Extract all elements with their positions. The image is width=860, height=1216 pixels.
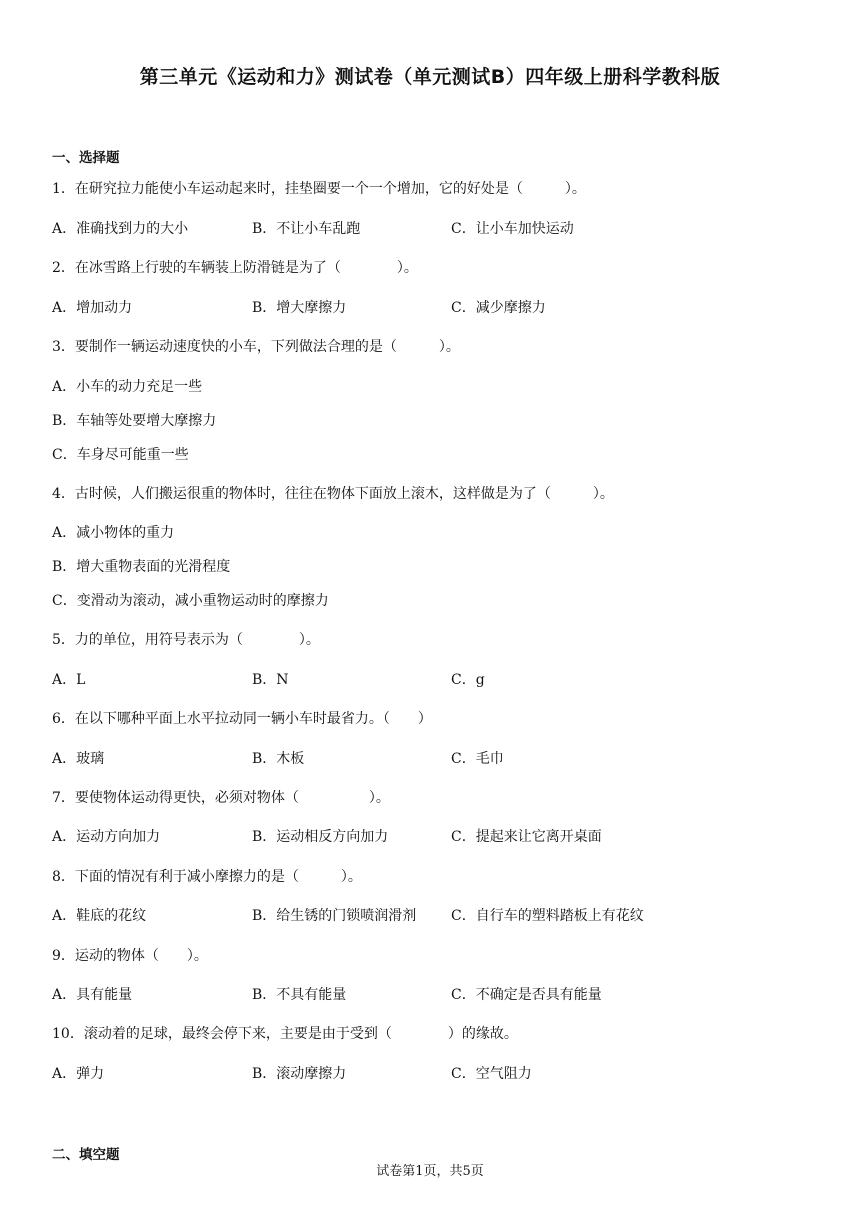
page-footer: 试卷第1页，共5页 — [376, 1164, 484, 1179]
question-10-option-a: A．弹力 — [52, 1066, 105, 1082]
page-title: 第三单元《运动和力》测试卷（单元测试B）四年级上册科学教科版 — [139, 66, 721, 88]
question-6-option-b: B．木板 — [252, 751, 305, 767]
question-8-option-c: C．自行车的塑料踏板上有花纹 — [451, 908, 644, 924]
question-9-option-c: C．不确定是否具有能量 — [451, 987, 602, 1003]
question-10-option-c: C．空气阻力 — [451, 1066, 532, 1082]
question-3-option-a: A．小车的动力充足一些 — [52, 379, 203, 395]
question-5-stem: 5．力的单位，用符号表示为（ ）。 — [52, 632, 320, 648]
section-heading-fill: 二、填空题 — [52, 1147, 120, 1163]
question-4-option-c: C．变滑动为滚动，减小重物运动时的摩擦力 — [52, 593, 329, 609]
question-10-option-b: B．滚动摩擦力 — [252, 1066, 347, 1082]
question-8-stem: 8．下面的情况有利于减小摩擦力的是（ ）。 — [52, 869, 362, 885]
question-9-stem: 9．运动的物体（ ）。 — [52, 948, 208, 964]
question-2-stem: 2．在冰雪路上行驶的车辆装上防滑链是为了（ ）。 — [52, 260, 418, 276]
question-2-option-a: A．增加动力 — [52, 300, 133, 316]
question-9-option-b: B．不具有能量 — [252, 987, 347, 1003]
question-4-option-b: B．增大重物表面的光滑程度 — [52, 559, 231, 575]
question-7-option-a: A．运动方向加力 — [52, 829, 161, 845]
question-1-stem: 1．在研究拉力能使小车运动起来时，挂垫圈要一个一个增加，它的好处是（ ）。 — [52, 181, 586, 197]
question-6-option-c: C．毛巾 — [451, 751, 504, 767]
question-3-option-b: B．车轴等处要增大摩擦力 — [52, 413, 217, 429]
question-7-option-b: B．运动相反方向加力 — [252, 829, 389, 845]
question-10-stem: 10．滚动着的足球，最终会停下来，主要是由于受到（ ）的缘故。 — [52, 1026, 518, 1042]
question-6-option-a: A．玻璃 — [52, 751, 105, 767]
question-3-stem: 3．要制作一辆运动速度快的小车，下列做法合理的是（ ）。 — [52, 339, 460, 355]
question-6-stem: 6．在以下哪种平面上水平拉动同一辆小车时最省力。（ ） — [52, 711, 432, 727]
question-4-stem: 4．古时候，人们搬运很重的物体时，往往在物体下面放上滚木，这样做是为了（ ）。 — [52, 486, 614, 502]
question-1-option-b: B．不让小车乱跑 — [252, 221, 361, 237]
question-2-option-c: C．减少摩擦力 — [451, 300, 546, 316]
question-5-option-a: A．L — [52, 672, 86, 688]
question-8-option-a: A．鞋底的花纹 — [52, 908, 147, 924]
question-2-option-b: B．增大摩擦力 — [252, 300, 347, 316]
question-9-option-a: A．具有能量 — [52, 987, 133, 1003]
question-3-option-c: C．车身尽可能重一些 — [52, 447, 189, 463]
question-1-option-c: C．让小车加快运动 — [451, 221, 574, 237]
question-4-option-a: A．减小物体的重力 — [52, 525, 175, 541]
question-7-option-c: C．提起来让它离开桌面 — [451, 829, 602, 845]
question-5-option-b: B．N — [252, 672, 289, 688]
question-7-stem: 7．要使物体运动得更快，必须对物体（ ）。 — [52, 790, 390, 806]
section-heading-choice: 一、选择题 — [52, 150, 120, 166]
question-5-option-c: C．g — [451, 672, 485, 688]
question-1-option-a: A．准确找到力的大小 — [52, 221, 189, 237]
question-8-option-b: B．给生锈的门锁喷润滑剂 — [252, 908, 417, 924]
